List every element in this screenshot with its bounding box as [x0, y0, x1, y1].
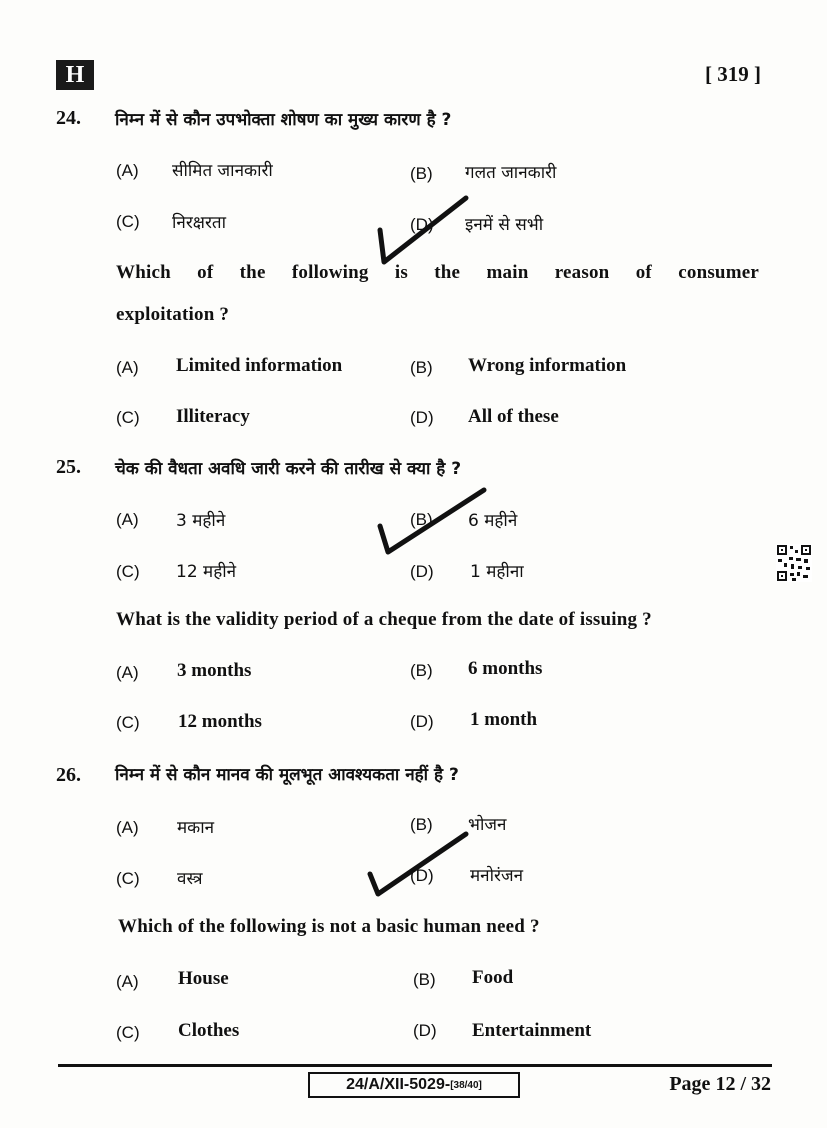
option-text-english: Wrong information — [468, 355, 627, 376]
option-label: (D) — [410, 408, 434, 427]
paper-code — [308, 1072, 520, 1098]
option-text-hindi: इनमें से सभी — [465, 215, 544, 235]
option-label: (A) — [116, 161, 139, 180]
section-badge: H — [56, 60, 94, 90]
question-number: 26. — [56, 764, 81, 786]
paper-code-main: 24/A/XII-5029- — [346, 1076, 451, 1093]
option-text-english: Food — [472, 967, 514, 988]
option-label: (C) — [116, 1023, 140, 1042]
qr-code-icon — [776, 544, 812, 582]
option-text-english: House — [178, 968, 229, 989]
option-label: (D) — [413, 1021, 437, 1040]
option-label: (B) — [410, 164, 433, 183]
footer-divider — [58, 1064, 772, 1067]
question-text-hindi: चेक की वैधता अवधि जारी करने की तारीख से क्या है ? — [115, 459, 462, 479]
option-text-english: All of these — [468, 406, 559, 427]
option-text-hindi: 6 महीने — [468, 511, 518, 531]
option-text-english: Clothes — [178, 1020, 240, 1041]
option-label: (C) — [116, 713, 140, 732]
option-label: (D) — [410, 562, 434, 581]
option-label: (B) — [413, 970, 436, 989]
option-label: (A) — [116, 972, 139, 991]
option-text-hindi: वस्त्र — [177, 869, 203, 889]
handwritten-checkmark-icon — [364, 826, 474, 898]
option-label: (B) — [410, 358, 433, 377]
option-text-english: Limited information — [176, 355, 343, 376]
question-text-hindi: निम्न में से कौन उपभोक्ता शोषण का मुख्य कारण है ? — [115, 110, 452, 130]
paper-code-set: [38/40] — [450, 1079, 482, 1091]
option-text-hindi: मनोरंजन — [470, 866, 524, 886]
option-text-hindi: भोजन — [468, 815, 507, 835]
question-text-english: Which of the following is not a basic human need ? — [118, 916, 540, 937]
option-label: (B) — [410, 815, 433, 834]
option-text-english: 6 months — [468, 658, 543, 679]
option-label: (C) — [116, 869, 140, 888]
question-text-english: Which of the following is the main reason of consumer — [116, 262, 759, 283]
option-text-english: 1 month — [470, 709, 538, 730]
question-text-hindi: निम्न में से कौन मानव की मूलभूत आवश्यकता नहीं है ? — [115, 765, 459, 785]
option-label: (A) — [116, 663, 139, 682]
option-text-hindi: मकान — [177, 818, 215, 838]
option-text-english: 3 months — [177, 660, 252, 681]
option-label: (D) — [410, 215, 434, 234]
option-label: (A) — [116, 510, 139, 529]
option-text-english: 12 months — [178, 711, 262, 732]
option-label: (C) — [116, 562, 140, 581]
option-label: (C) — [116, 408, 140, 427]
option-text-hindi: सीमित जानकारी — [172, 161, 273, 181]
question-number: 24. — [56, 107, 81, 129]
option-text-hindi: 12 महीने — [176, 562, 237, 582]
option-text-hindi: 3 महीने — [176, 511, 226, 531]
option-text-hindi: निरक्षरता — [172, 213, 227, 233]
option-label: (B) — [410, 510, 433, 529]
option-label: (A) — [116, 358, 139, 377]
option-label: (D) — [410, 866, 434, 885]
option-text-hindi: गलत जानकारी — [465, 163, 557, 183]
option-text-hindi: 1 महीना — [470, 562, 524, 582]
question-text-english-cont: exploitation ? — [116, 304, 230, 325]
page-marker: [ 319 ] — [705, 62, 761, 86]
page-number: Page 12 / 32 — [669, 1073, 771, 1095]
option-label: (B) — [410, 661, 433, 680]
option-label: (A) — [116, 818, 139, 837]
option-text-english: Entertainment — [472, 1020, 592, 1041]
option-label: (D) — [410, 712, 434, 731]
question-number: 25. — [56, 456, 81, 478]
option-label: (C) — [116, 212, 140, 231]
question-text-english: What is the validity period of a cheque from the date of issuing ? — [116, 609, 652, 630]
option-text-english: Illiteracy — [176, 406, 250, 427]
